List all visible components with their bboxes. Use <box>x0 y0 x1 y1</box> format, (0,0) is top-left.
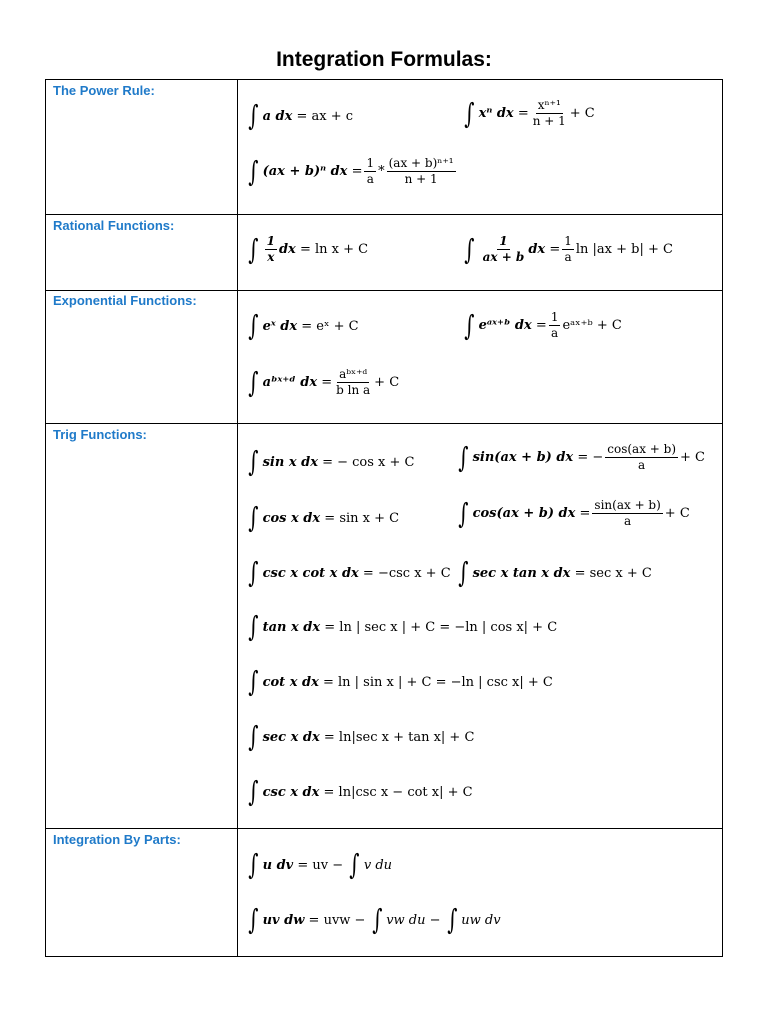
section-label-trig: Trig Functions: <box>53 427 147 442</box>
integral-icon: ∫ <box>446 903 458 936</box>
row-divider <box>46 423 722 424</box>
integral-icon: ∫ <box>248 665 259 698</box>
integral-icon: ∫ <box>458 556 469 589</box>
section-label-rational: Rational Functions: <box>53 218 175 233</box>
formula-constant: ∫ a dx = ax + c <box>248 99 354 132</box>
integral-icon: ∫ <box>248 848 259 881</box>
integral-icon: ∫ <box>248 720 259 753</box>
integral-icon: ∫ <box>458 440 469 474</box>
integral-icon: ∫ <box>349 848 360 881</box>
formula-linear-reciprocal: ∫ $\frac{1}{ax + b}$ dx = $\frac{1}{a}$ ln |ax + b| + C <box>464 232 673 266</box>
section-label-exponential: Exponential Functions: <box>53 293 197 308</box>
integral-icon: ∫ <box>248 556 259 589</box>
formula-exp: ∫ eˣ dx = eˣ + C <box>248 309 359 342</box>
formula-cot: ∫ cot x dx = ln | sin x | + C = −ln | csc x| + C <box>248 665 553 698</box>
formula-sec: ∫ sec x dx = ln|sec x + tan x| + C <box>248 720 475 753</box>
formula-cos-linear: ∫ cos(ax + b) dx = $\frac{\sin(ax + b)}{a}$ + C <box>458 496 690 530</box>
formula-parts: ∫ u dv = uv − ∫ v du <box>248 848 393 881</box>
formula-exp-linear: ∫ eᵃˣ⁺ᵇ dx = $\frac{1}{a}$ eᵃˣ⁺ᵇ + C <box>464 308 622 342</box>
formula-table <box>45 79 723 957</box>
column-divider <box>237 80 238 956</box>
integral-icon: ∫ <box>248 99 259 132</box>
formula-csc-cot: ∫ csc x cot x dx = −csc x + C <box>248 556 451 589</box>
integral-icon: ∫ <box>248 309 259 342</box>
formula-cos: ∫ cos x dx = sin x + C <box>248 501 400 534</box>
integral-icon: ∫ <box>248 610 259 643</box>
row-divider <box>46 214 722 215</box>
integral-icon: ∫ <box>458 496 469 530</box>
formula-power: ∫ xⁿ dx = $\frac{\text{xⁿ⁺¹}}{n + 1}$ + C <box>464 96 595 130</box>
formula-general-exp: ∫ aᵇˣ⁺ᵈ dx = $\frac{\text{aᵇˣ⁺ᵈ}}{\text{b ln a}}$ + C <box>248 365 400 399</box>
integral-icon: ∫ <box>248 775 259 808</box>
integral-icon: ∫ <box>464 232 475 266</box>
integral-icon: ∫ <box>248 154 259 188</box>
row-divider <box>46 290 722 291</box>
integral-icon: ∫ <box>464 96 475 130</box>
formula-csc: ∫ csc x dx = ln|csc x − cot x| + C <box>248 775 473 808</box>
formula-sin: ∫ sin x dx = − cos x + C <box>248 445 415 478</box>
section-label-parts: Integration By Parts: <box>53 832 181 847</box>
section-label-power-rule: The Power Rule: <box>53 83 155 98</box>
integral-icon: ∫ <box>248 365 259 399</box>
integral-icon: ∫ <box>248 903 259 936</box>
formula-parts-extended: ∫ uv dw = uvw − ∫ vw du − ∫ uw dv <box>248 903 501 936</box>
formula-reciprocal: ∫ $\frac{1}{x}$ dx = ln x + C <box>248 232 369 266</box>
formula-sin-linear: ∫ sin(ax + b) dx = − $\frac{\cos(ax + b)}{a}$ + C <box>458 440 705 474</box>
formula-linear-power: ∫ (ax + b)ⁿ dx = $\frac{1}{a}$ * $\frac{\text{(ax + b)ⁿ⁺¹}}{n + 1}$ <box>248 154 454 188</box>
integral-icon: ∫ <box>248 445 259 478</box>
formula-tan: ∫ tan x dx = ln | sec x | + C = −ln | cos x| + C <box>248 610 558 643</box>
integral-icon: ∫ <box>248 232 259 266</box>
integral-icon: ∫ <box>248 501 259 534</box>
integral-icon: ∫ <box>371 903 382 936</box>
integral-icon: ∫ <box>464 308 475 342</box>
page-title: Integration Formulas: <box>276 48 492 71</box>
formula-sec-tan: ∫ sec x tan x dx = sec x + C <box>458 556 652 589</box>
row-divider <box>46 828 722 829</box>
